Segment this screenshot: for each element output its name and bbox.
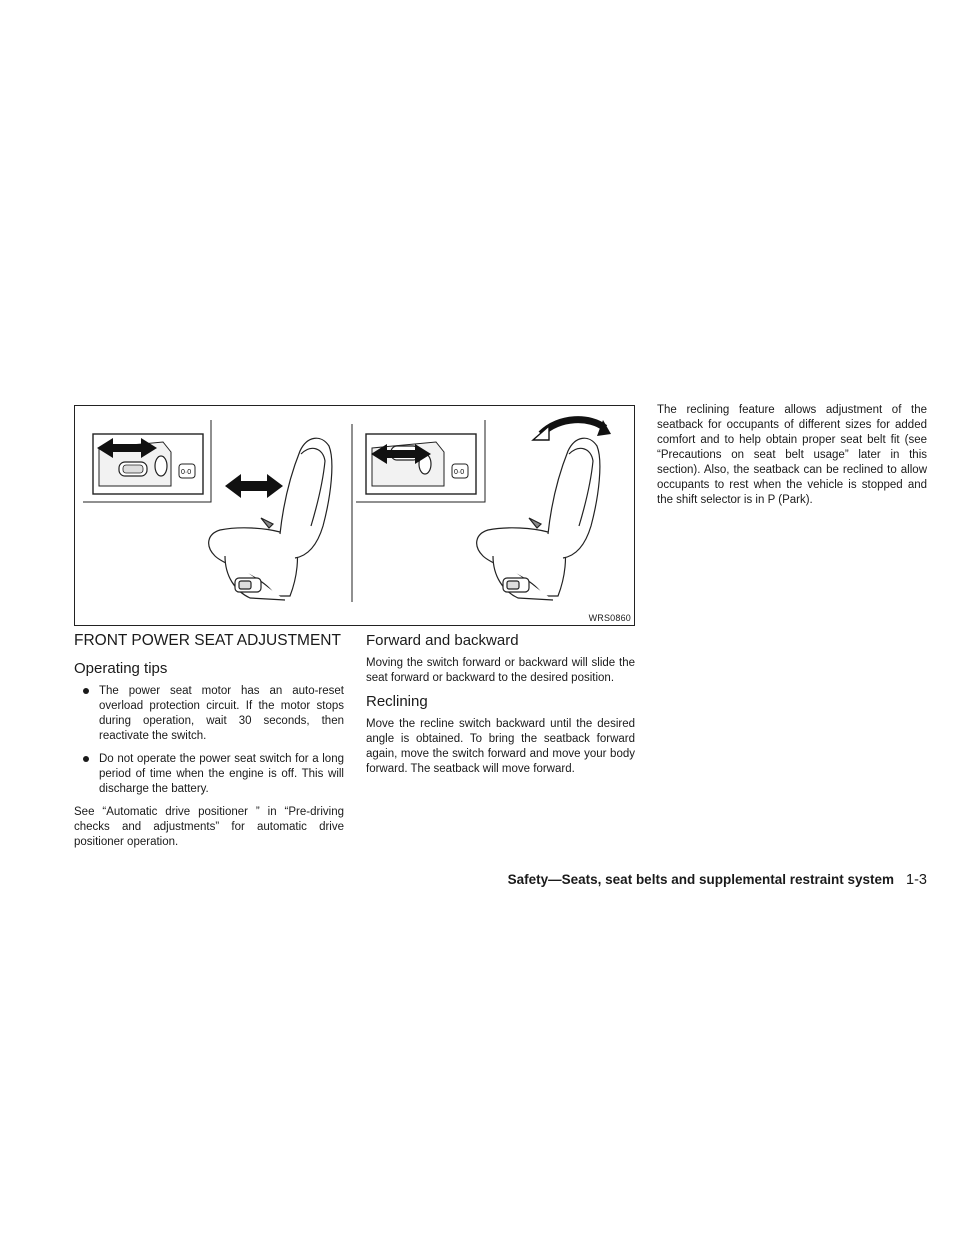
reclining-feature-text: The reclining feature allows adjustment of the seatback for occupants of different sizes for added comfort and to help obtain proper seat belt fit (see “Precautions on seat belt usage” later in this section). Also, the seatback can be reclined to allow occupants to rest when the vehicle is stopped and the shift selector is in P (Park). (657, 404, 927, 506)
reclining-text: Move the recline switch backward until the desired angle is obtained. To bring the seatback forward again, move the switch forward and move your body forward. The seatback will move forward. (366, 718, 635, 775)
svg-text:0·0: 0·0 (181, 469, 192, 476)
seat-adjustment-illustration (74, 405, 635, 626)
reclining-heading: Reclining (366, 693, 428, 710)
forward-backward-text: Moving the switch forward or backward will slide the seat forward or backward to the desired position. (366, 657, 635, 684)
forward-switch-inset (83, 420, 211, 502)
seat-diagram (75, 406, 634, 625)
operating-tips-heading: Operating tips (74, 660, 168, 677)
tips-list (74, 684, 344, 797)
bullet-icon (83, 688, 89, 694)
list-item: Do not operate the power seat switch for a long period of time when the engine is off. This will discharge the battery. (74, 752, 344, 797)
middle-column (366, 632, 635, 777)
right-column (657, 403, 927, 508)
figure-code: WRS0860 (588, 613, 631, 623)
drive-positioner-note: See “Automatic drive positioner ” in “Pre-driving checks and adjustments” for automatic drive positioner operation. (74, 806, 344, 848)
forward-backward-arrow-icon (225, 474, 283, 498)
left-column (74, 632, 344, 850)
bullet-icon (83, 756, 89, 762)
list-item: The power seat motor has an auto-reset overload protection circuit. If the motor stops during operation, wait 30 seconds, then reactivate the switch. (74, 684, 344, 744)
section-heading: FRONT POWER SEAT ADJUSTMENT (74, 632, 341, 649)
page-number: 1-3 (906, 872, 927, 888)
footer-section-title: Safety—Seats, seat belts and supplemental restraint system (507, 872, 895, 887)
forward-backward-heading: Forward and backward (366, 632, 519, 649)
recline-arrow-icon (533, 420, 611, 440)
recline-switch-inset (356, 420, 485, 502)
svg-text:0·0: 0·0 (454, 469, 465, 476)
page-footer (508, 872, 927, 888)
seat-right-icon (477, 438, 600, 600)
seat-left-icon (209, 438, 332, 600)
